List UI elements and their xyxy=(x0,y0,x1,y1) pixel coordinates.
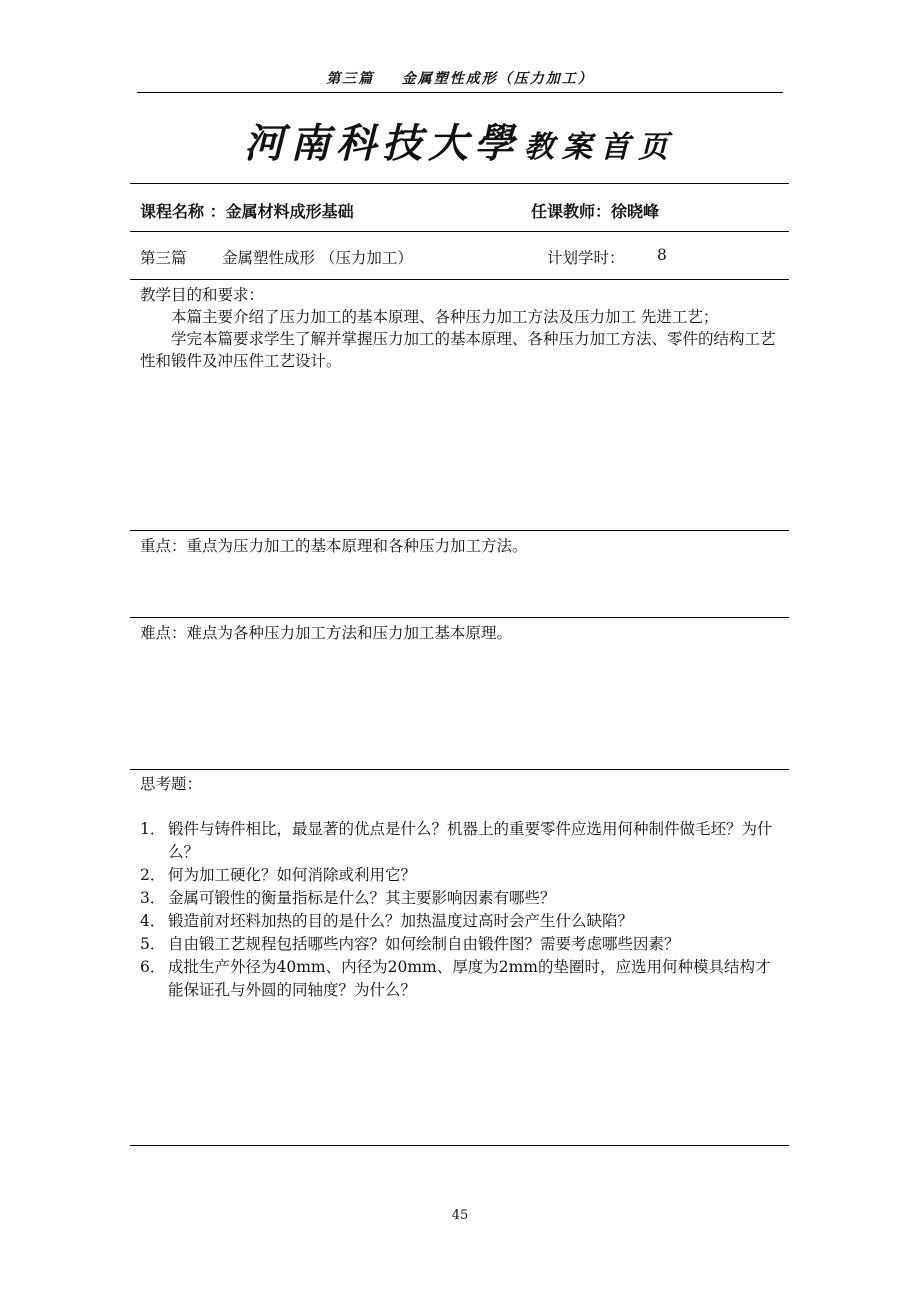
table-top-rule xyxy=(130,183,789,184)
planned-hours-label: 计划学时： xyxy=(547,249,625,267)
list-item xyxy=(140,864,785,887)
chapter-number: 第三篇 xyxy=(140,249,187,267)
row-divider-1 xyxy=(130,231,789,232)
question-text: 何为加工硬化？如何消除或利用它？ xyxy=(168,866,417,884)
objectives-section xyxy=(140,284,785,372)
chapter-title: 金属塑性成形 （压力加工） xyxy=(222,249,413,267)
question-text: 锻件与铸件相比，最显著的优点是什么？机器上的重要零件应选用何种制件做毛坯？为什么？ xyxy=(168,820,773,861)
question-text: 金属可锻性的衡量指标是什么？其主要影响因素有哪些？ xyxy=(168,889,556,907)
objectives-paragraph: 学完本篇要求学生了解并掌握压力加工的基本原理、各种压力加工方法、零件的结构工艺性和锻件及冲压件工艺设计。 xyxy=(140,330,776,370)
difficult-points: 难点：难点为各种压力加工方法和压力加工基本原理。 xyxy=(140,624,513,642)
page-number: 45 xyxy=(451,1208,469,1223)
teacher-name: 任课教师：徐晓峰 xyxy=(531,202,660,221)
header-rule xyxy=(137,92,783,93)
list-item xyxy=(140,933,785,956)
row-divider-4 xyxy=(130,617,789,618)
questions-heading: 思考题： xyxy=(140,775,203,793)
objectives-paragraph: 本篇主要介绍了压力加工的基本原理、各种压力加工方法及压力加工 先进工艺； xyxy=(171,308,719,326)
row-divider-2 xyxy=(130,279,789,280)
question-number: 3． xyxy=(140,889,166,907)
question-number: 4． xyxy=(140,912,166,930)
list-item xyxy=(140,887,785,910)
table-bottom-rule xyxy=(130,1145,789,1146)
school-name: 河南科技大學 xyxy=(244,120,520,167)
row-divider-3 xyxy=(130,530,789,531)
question-text: 锻造前对坯料加热的目的是什么？加热温度过高时会产生什么缺陷？ xyxy=(168,912,634,930)
row-divider-5 xyxy=(130,769,789,770)
list-item xyxy=(140,956,785,1002)
title-suffix: 教案首页 xyxy=(524,130,676,165)
course-name: 课程名称 ：金属材料成形基础 xyxy=(140,202,354,221)
list-item xyxy=(140,910,785,933)
page-title xyxy=(137,112,783,169)
question-number: 5． xyxy=(140,935,166,953)
question-text: 自由锻工艺规程包括哪些内容？如何绘制自由锻件图？需要考虑哪些因素？ xyxy=(168,935,680,953)
question-number: 6． xyxy=(140,958,166,976)
key-points: 重点：重点为压力加工的基本原理和各种压力加工方法。 xyxy=(140,537,528,555)
objectives-heading: 教学目的和要求： xyxy=(140,286,265,304)
question-number: 2． xyxy=(140,866,166,884)
question-number: 1． xyxy=(140,820,166,838)
question-text: 成批生产外径为40mm、内径为20mm、厚度为2mm的垫圈时，应选用何种模具结构才能保证孔与外圆的同轴度？为什么？ xyxy=(168,958,771,999)
list-item xyxy=(140,818,785,864)
running-header: 第三篇 金属塑性成形（压力加工） xyxy=(326,71,594,87)
questions-list xyxy=(140,818,785,1002)
planned-hours-value: 8 xyxy=(657,246,667,264)
